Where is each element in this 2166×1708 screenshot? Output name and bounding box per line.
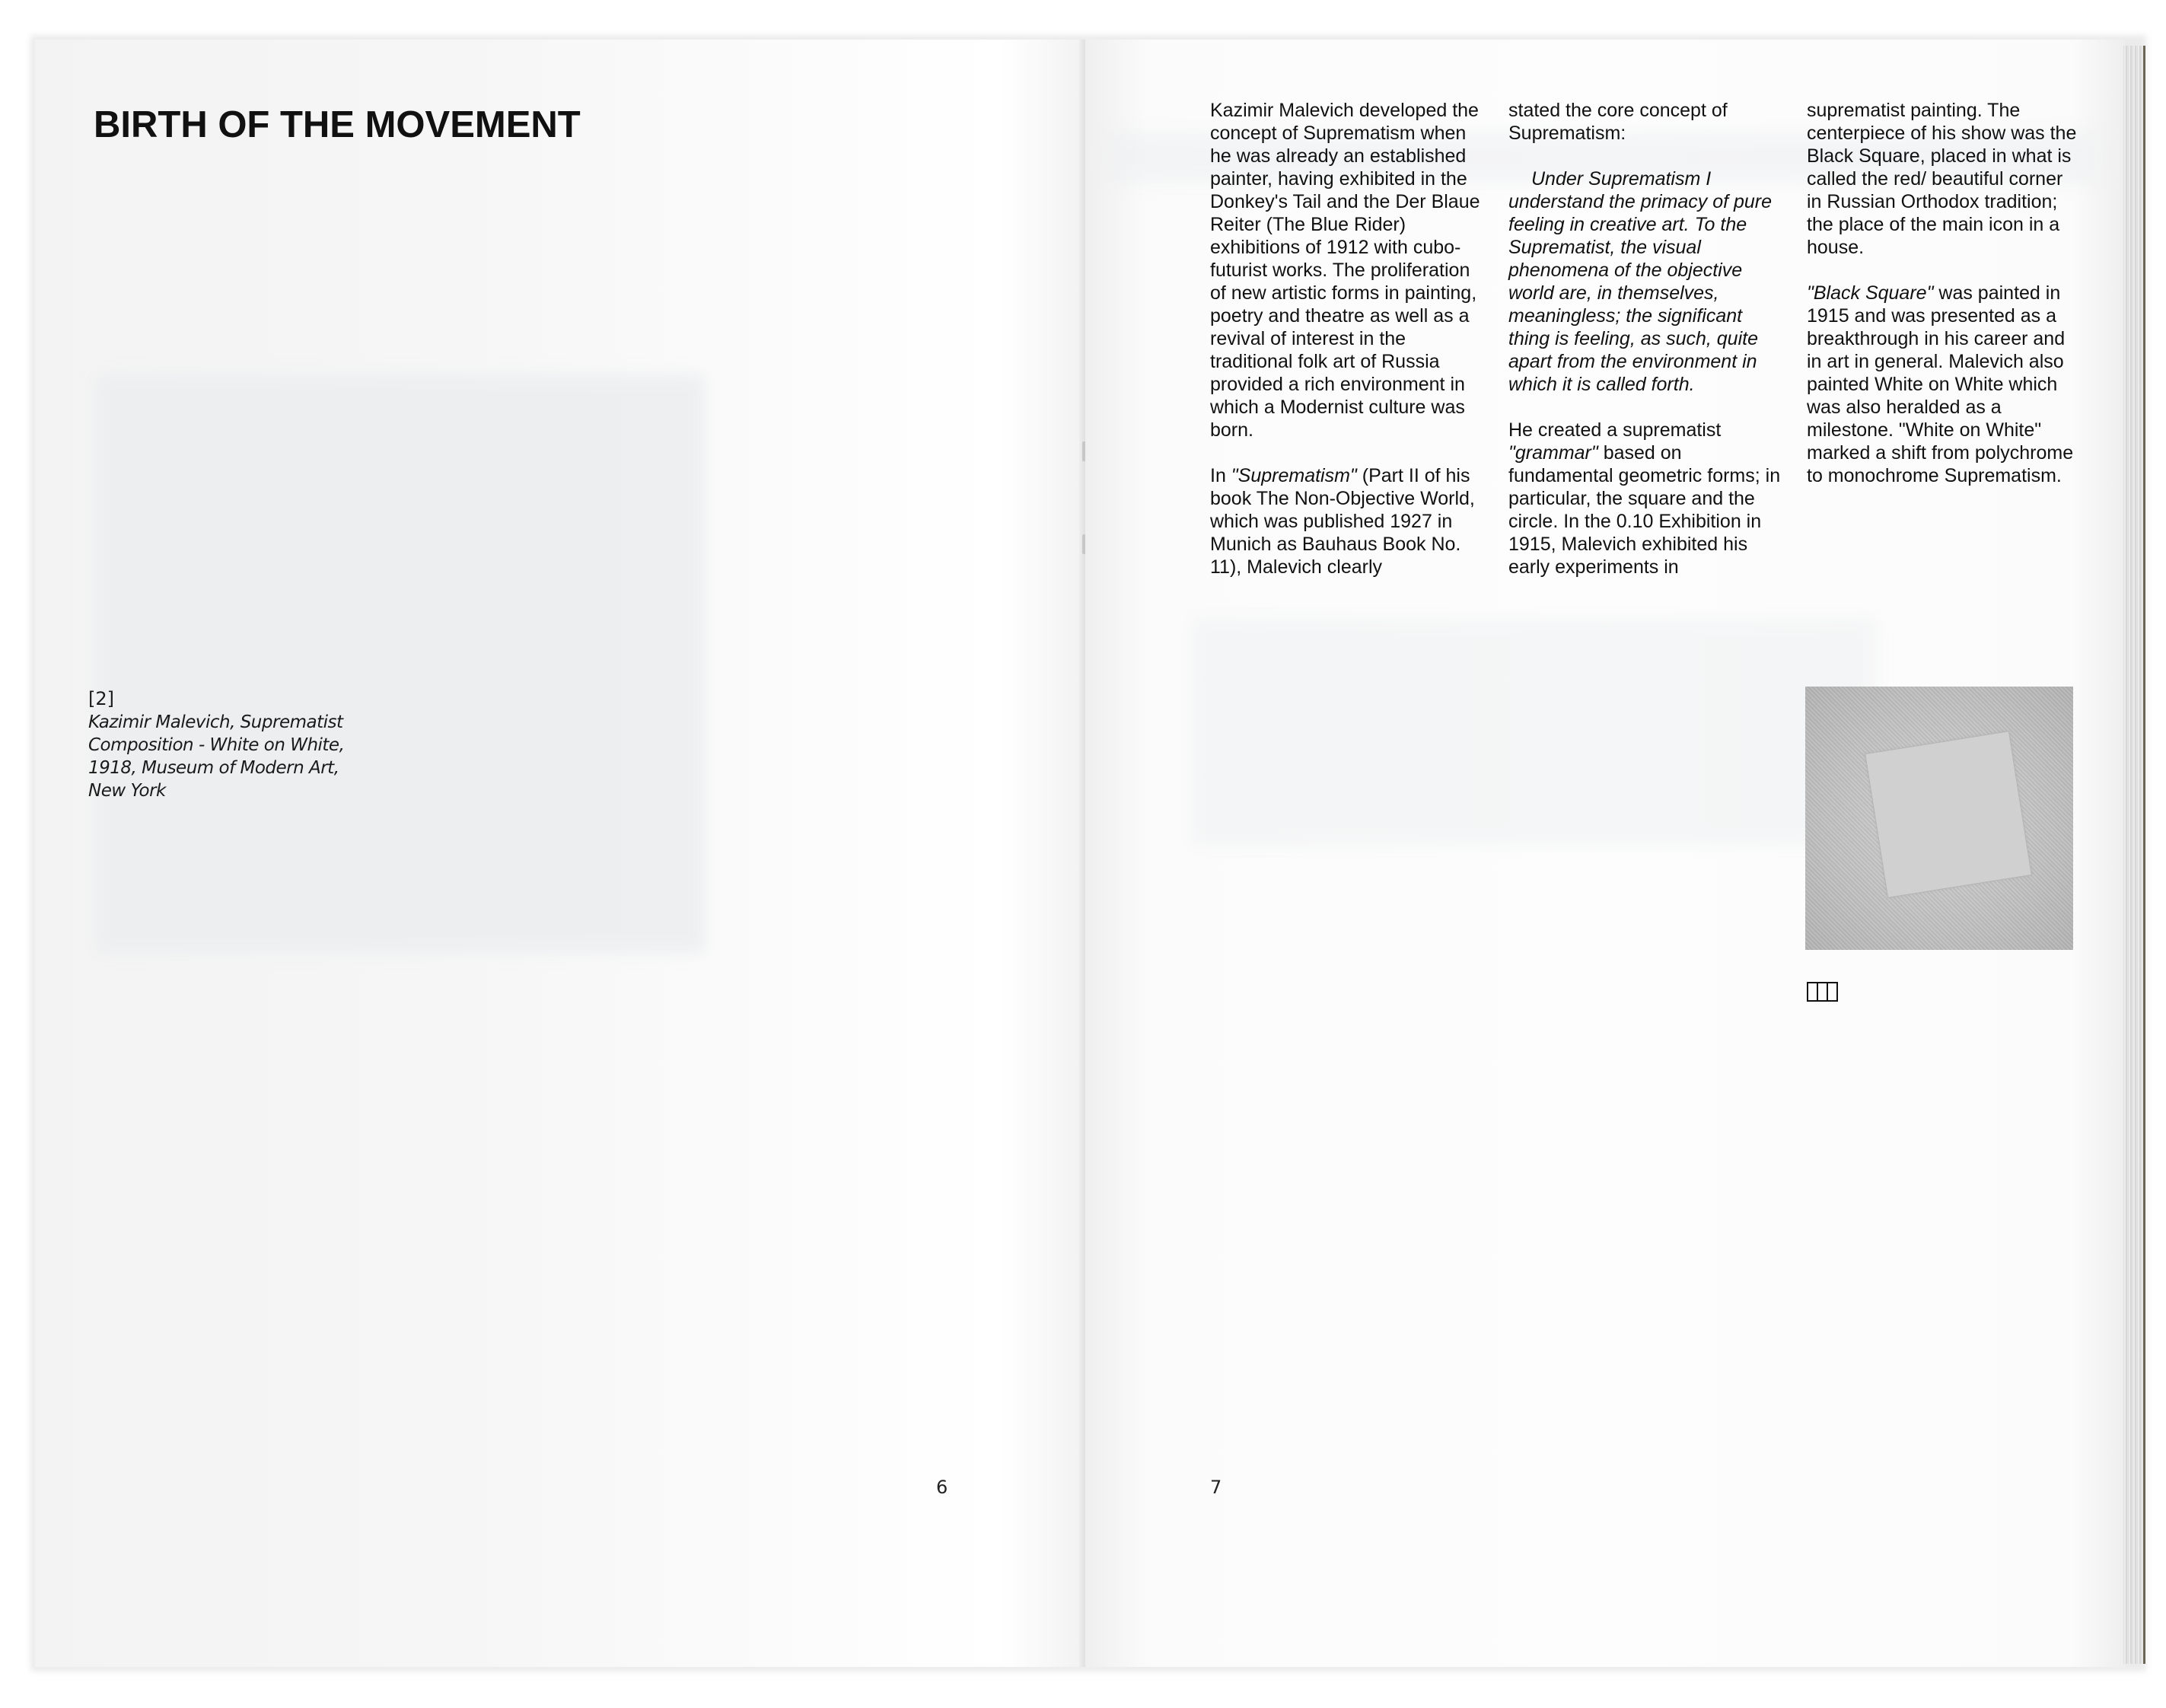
text-column-2: [1508, 99, 1782, 601]
caption-text: Kazimir Malevich, Suprematist Composition - White on White, 1918, Museum of Modern Art, New York: [88, 712, 345, 801]
emphasis: "grammar": [1508, 442, 1598, 464]
text-column-3: [1807, 99, 2081, 510]
caption-number: [2]: [88, 688, 114, 709]
white-on-white-thumbnail: [1805, 687, 2073, 950]
page-number-left: 6: [936, 1477, 948, 1498]
paragraph: "Black Square" was painted in 1915 and was presented as a breakthrough in his career and in art in general. Malevich also painted White on White which was also heralded as a milestone. "White on White" marked a shift from polychrome to monochrome Suprematism.: [1807, 282, 2074, 486]
paragraph: Kazimir Malevich developed the concept of Suprematism when he was already an established painter, having exhibited in the Donkey's Tail and the Der Blaue Reiter (The Blue Rider) exhibitions of 1912 with cubo-futurist works. The proliferation of new artistic forms in painting, poetry and theatre as well as a revival of interest in the traditional folk art of Russia provided a rich environment in which a Modernist culture was born.: [1210, 100, 1480, 441]
show-through-columns: [1192, 618, 1877, 846]
emphasis: "Suprematism": [1231, 465, 1357, 486]
block-quote: Under Suprematism I understand the primacy of pure feeling in creative art. To the Suprematist, the visual phenomena of the objective world are, in themselves, meaningless; the significant thing is feeling, as such, quite apart from the environment in which it is called forth.: [1508, 168, 1773, 395]
paragraph: In "Suprematism" (Part II of his book The Non-Objective World, which was published 1927 in Munich as Bauhaus Book No. 11), Malevich clearly: [1210, 465, 1475, 578]
emphasis: "Black Square": [1807, 282, 1934, 304]
left-page: [35, 40, 1085, 1667]
figure-marker-icon: [1807, 982, 1836, 1002]
paragraph: stated the core concept of Suprematism:: [1508, 100, 1728, 144]
tilted-square: [1865, 731, 2032, 898]
text-column-1: [1210, 99, 1484, 601]
section-title: BIRTH OF THE MOVEMENT: [94, 104, 581, 145]
show-through-image: [96, 374, 705, 953]
page-number-right: 7: [1210, 1477, 1222, 1498]
page-edges: [2123, 46, 2145, 1664]
paragraph: He created a suprematist "grammar" based on fundamental geometric forms; in particular, the square and the circle. In the 0.10 Exhibition in 1915, Malevich exhibited his early experiments in: [1508, 419, 1781, 578]
paragraph: suprematist painting. The centerpiece of his show was the Black Square, placed in what is called the red/ beautiful corner in Russian Orthodox tradition; the place of the main icon in a house.: [1807, 100, 2077, 258]
figure-caption: [88, 687, 362, 802]
